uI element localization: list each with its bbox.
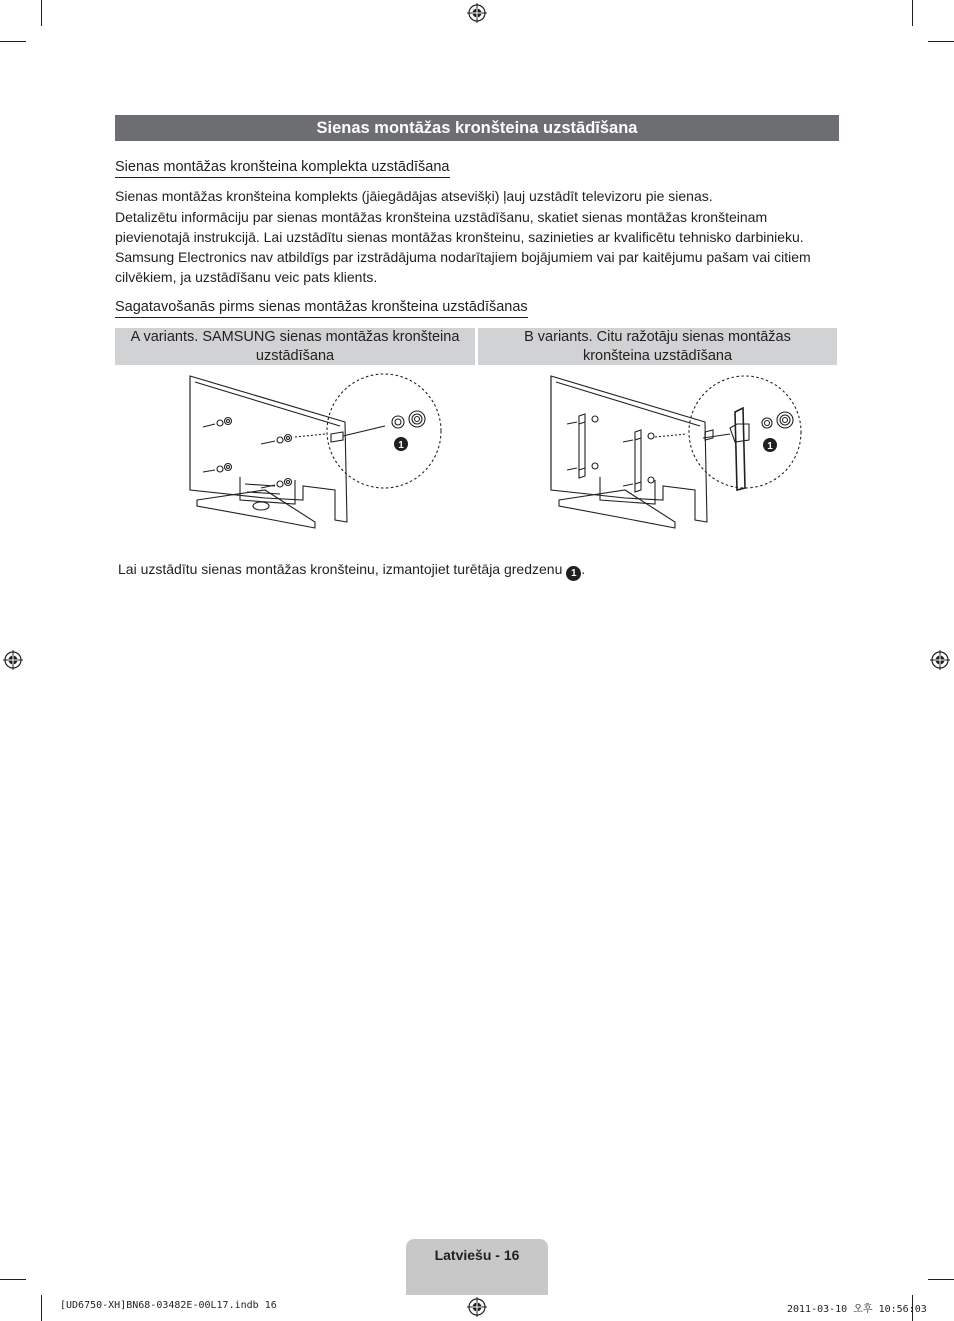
variant-b-line-2: kronšteina uzstādīšana bbox=[582, 347, 733, 364]
prep-heading: Sagatavošanās pirms sienas montāžas kronšteina uzstādīšanas bbox=[115, 298, 528, 318]
callout-badge-a: 1 bbox=[398, 440, 404, 451]
variant-a-line-2: uzstādīšana bbox=[255, 347, 335, 364]
section-title: Sienas montāžas kronšteina uzstādīšana bbox=[115, 115, 839, 141]
registration-mark-icon bbox=[467, 1297, 487, 1317]
registration-mark-icon bbox=[3, 650, 23, 670]
samsung-mount-illustration bbox=[185, 372, 445, 547]
kit-paragraph-2: Detalizētu informāciju par sienas montāžas kronšteina uzstādīšanu, skatiet sienas montāžas kronšteinam pievienotajā instrukcijā. Lai uzstādītu sienas montāžas kronšteinu, sazinieties ar kvalificētu tehnisko darbinieku. bbox=[115, 209, 804, 245]
crop-mark-icon bbox=[41, 0, 42, 26]
other-mount-illustration bbox=[545, 372, 810, 547]
registration-mark-icon bbox=[467, 3, 487, 23]
kit-heading: Sienas montāžas kronšteina komplekta uzstādīšana bbox=[115, 158, 450, 178]
callout-badge-b: 1 bbox=[767, 441, 773, 452]
page-number-tab: Latviešu - 16 bbox=[406, 1239, 548, 1295]
kit-paragraph-1: Sienas montāžas kronšteina komplekts (jāiegādājas atsevišķi) ļauj uzstādīt televizoru pie sienas. bbox=[115, 188, 713, 204]
crop-mark-icon bbox=[912, 0, 913, 26]
holder-ring-note-text: Lai uzstādītu sienas montāžas kronšteinu, izmantojiet turētāja gredzenu bbox=[118, 561, 563, 577]
holder-ring-note bbox=[118, 559, 585, 581]
variant-a-line-1: A variants. SAMSUNG sienas montāžas kronšteina bbox=[130, 329, 460, 345]
crop-mark-icon bbox=[928, 41, 954, 42]
holder-ring-note-end: . bbox=[581, 561, 586, 577]
kit-paragraph-3: Samsung Electronics nav atbildīgs par izstrādājuma nodarītajiem bojājumiem vai par kaitējumu pašam vai citiem cilvēkiem, ja uzstādīšanu veic pats klients. bbox=[115, 249, 811, 285]
crop-mark-icon bbox=[928, 1279, 954, 1280]
variant-b-header bbox=[478, 328, 837, 365]
variant-a-header bbox=[115, 328, 475, 365]
crop-mark-icon bbox=[0, 1279, 26, 1280]
callout-badge-inline: 1 bbox=[566, 566, 581, 581]
registration-mark-icon bbox=[930, 650, 950, 670]
crop-mark-icon bbox=[41, 1295, 42, 1321]
crop-mark-icon bbox=[0, 41, 26, 42]
print-slug-date: 2011-03-10 오후 10:56:03 bbox=[787, 1304, 927, 1315]
variant-b-line-1: B variants. Citu ražotāju sienas montāžas bbox=[524, 329, 791, 345]
print-slug-file: [UD6750-XH]BN68-03482E-00L17.indb 16 bbox=[60, 1300, 277, 1311]
